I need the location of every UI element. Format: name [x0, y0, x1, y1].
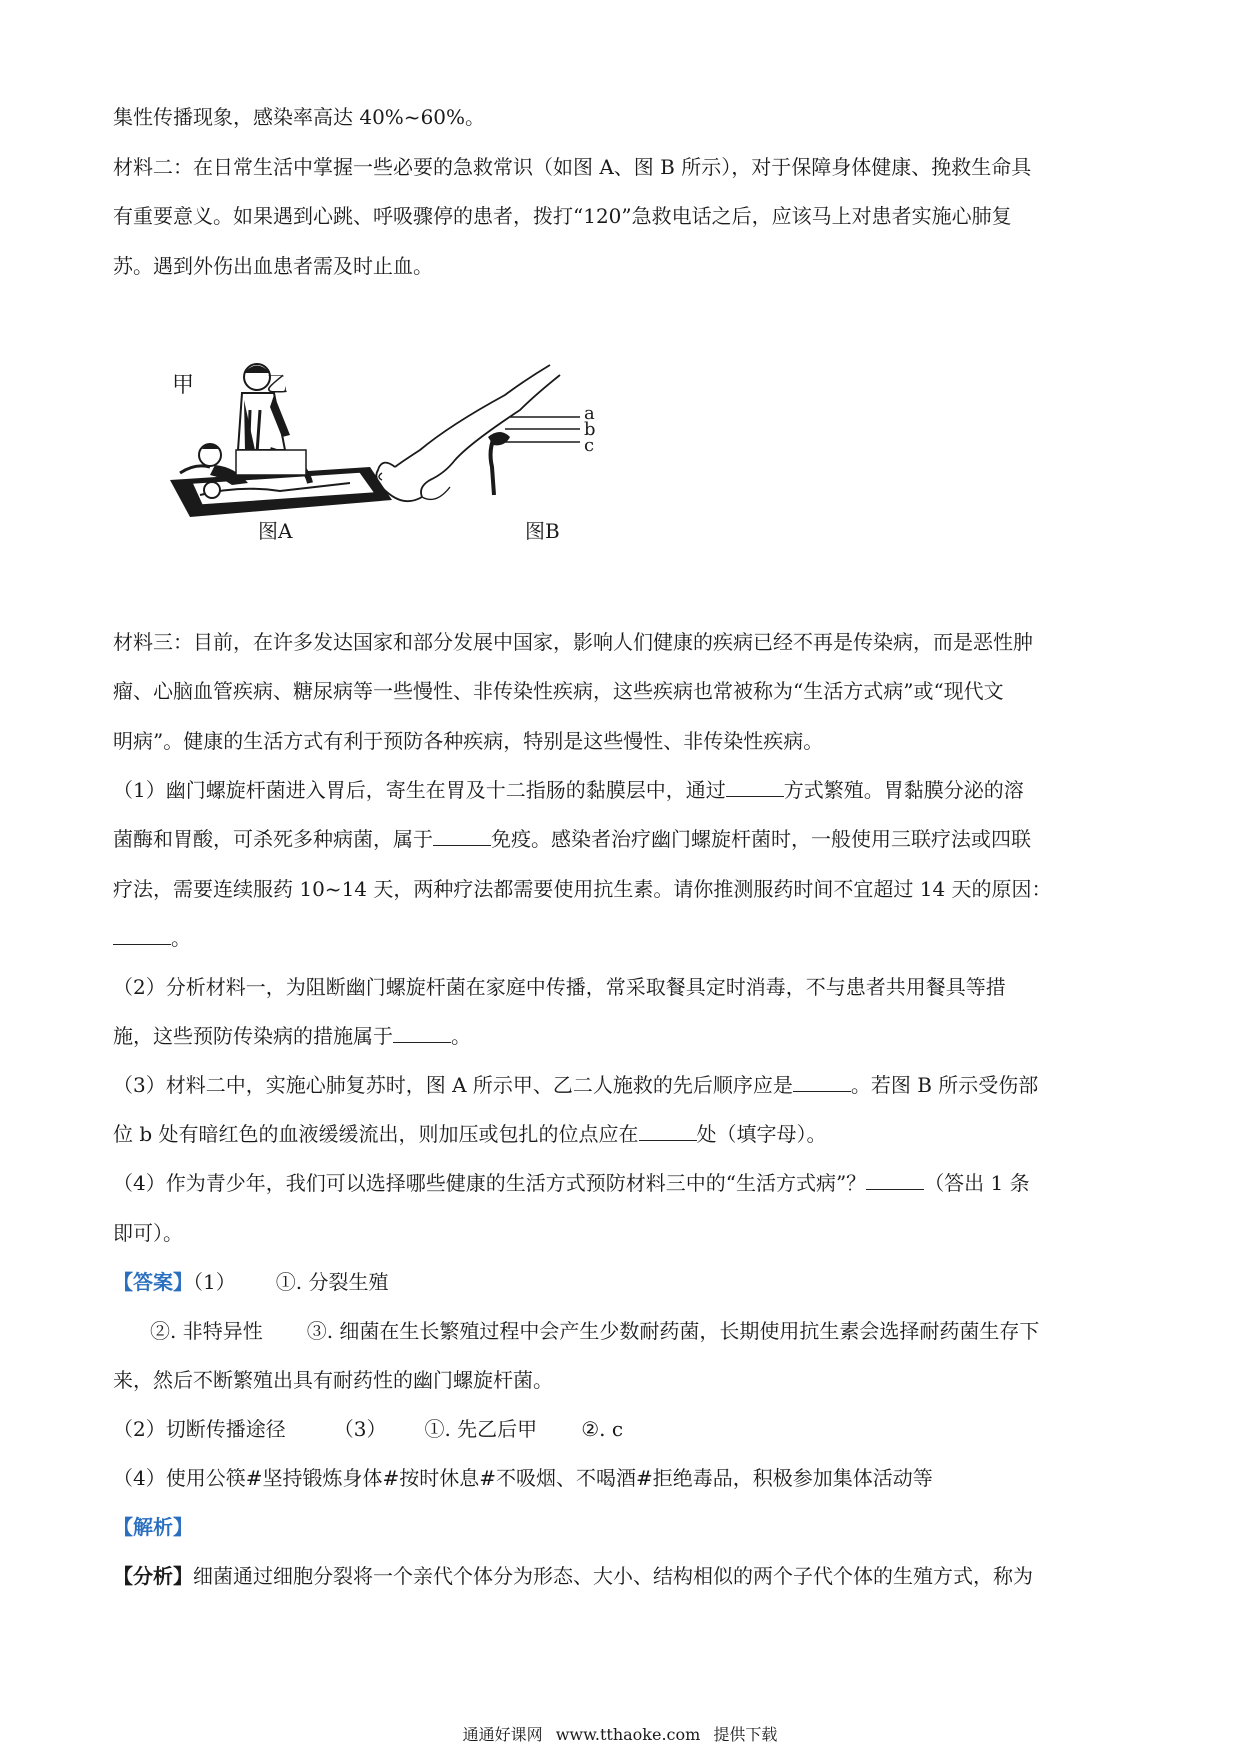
answer-line-4: [113, 1417, 623, 1441]
answer-blank[interactable]: [726, 778, 784, 797]
question-text: 位 b 处有暗红色的血液缓缓流出，则加压或包扎的位点应在: [113, 1122, 639, 1146]
answer-tag: 【答案】: [113, 1270, 193, 1294]
first-aid-figure: [160, 355, 700, 555]
answer-blank[interactable]: [393, 1024, 451, 1043]
figure-a-label-jia: 甲: [172, 373, 195, 398]
material-two-line-1: 材料二：在日常生活中掌握一些必要的急救常识（如图 A、图 B 所示），对于保障身体健康、挽救生命具: [113, 155, 1032, 179]
figure-a-caption: 图A: [258, 519, 293, 543]
material-three-line-2: 瘤、心脑血管疾病、糖尿病等一些慢性、非传染性疾病，这些疾病也常被称为“生活方式病”或“现代文: [113, 679, 1004, 703]
question-1-line-3: 疗法，需要连续服药 10~14 天，两种疗法都需要使用抗生素。请你推测服药时间不宜超过 14 天的原因：: [113, 877, 1052, 901]
answer-blank[interactable]: [113, 926, 171, 945]
question-4-line-2: 即可）。: [113, 1221, 183, 1245]
answer-text: ③. 细菌在生长繁殖过程中会产生少数耐药菌，长期使用抗生素会选择耐药菌生存下: [306, 1319, 1040, 1343]
answer-line-5: （4）使用公筷#坚持锻炼身体#按时休息#不吸烟、不喝酒#拒绝毒品，积极参加集体活动等: [113, 1466, 933, 1490]
analysis-text: 细菌通过细胞分裂将一个亲代个体分为形态、大小、结构相似的两个子代个体的生殖方式，称为: [193, 1564, 1033, 1588]
answer-blank[interactable]: [433, 827, 491, 846]
answer-text: ②. c: [581, 1417, 624, 1441]
figure-a-label-yi: 乙: [266, 373, 289, 398]
footer-suffix: 提供下载: [713, 1725, 778, 1744]
answer-text: ①. 先乙后甲: [424, 1417, 538, 1441]
question-text: 方式繁殖。胃黏膜分泌的溶: [783, 778, 1024, 802]
question-text: 。: [451, 1024, 471, 1048]
footer-site-name: 通通好课网: [462, 1725, 543, 1744]
question-4-line-1: [113, 1171, 1030, 1195]
answer-label: （3）: [333, 1417, 387, 1441]
question-text: （答出 1 条: [924, 1171, 1030, 1195]
first-aid-illustration: [160, 355, 700, 555]
material-two-line-3: 苏。遇到外伤出血患者需及时止血。: [113, 254, 433, 278]
question-2-line-1: （2）分析材料一，为阻断幽门螺旋杆菌在家庭中传播，常采取餐具定时消毒，不与患者共用餐具等措: [113, 975, 1006, 999]
answer-line-2: [150, 1319, 1039, 1343]
figure-b-leg-wound: [376, 365, 580, 501]
footer-url[interactable]: www.tthaoke.com: [555, 1725, 701, 1744]
material-three-line-1: 材料三：目前，在许多发达国家和部分发展中国家，影响人们健康的疾病已经不再是传染病，而是恶性肿: [113, 630, 1033, 654]
question-text: 。若图 B 所示受伤部: [850, 1073, 1039, 1097]
answer-text: ②. 非特异性: [150, 1319, 263, 1343]
question-text: （3）材料二中，实施心肺复苏时，图 A 所示甲、乙二人施救的先后顺序应是: [113, 1073, 793, 1097]
analysis-label: 【解析】: [113, 1515, 193, 1539]
question-1-line-4: [113, 926, 191, 950]
question-2-line-2: [113, 1024, 471, 1048]
question-text: 菌酶和胃酸，可杀死多种病菌，属于: [113, 827, 433, 851]
material-two-line-2: 有重要意义。如果遇到心跳、呼吸骤停的患者，拨打“120”急救电话之后，应该马上对患者实施心肺复: [113, 204, 1012, 228]
analysis-subtag: 【分析】: [113, 1564, 193, 1588]
question-1-line-2: [113, 827, 1031, 851]
question-text: （1）幽门螺旋杆菌进入胃后，寄生在胃及十二指肠的黏膜层中，通过: [113, 778, 726, 802]
answer-blank[interactable]: [793, 1073, 851, 1092]
material-three-line-3: 明病”。健康的生活方式有利于预防各种疾病，特别是这些慢性、非传染性疾病。: [113, 729, 824, 753]
question-text: 施，这些预防传染病的措施属于: [113, 1024, 393, 1048]
question-3-line-1: [113, 1073, 1038, 1097]
figure-b-mark-c: c: [584, 435, 595, 456]
analysis-tag: [113, 1515, 193, 1539]
answer-label: （1）: [193, 1270, 236, 1294]
question-text: （4）作为青少年，我们可以选择哪些健康的生活方式预防材料三中的“生活方式病”？: [113, 1171, 867, 1195]
question-1-line-1: [113, 778, 1024, 802]
question-text: 处（填字母）。: [696, 1122, 827, 1146]
answer-text: ①. 分裂生殖: [275, 1270, 389, 1294]
page-footer: [0, 1722, 1240, 1745]
answer-blank[interactable]: [866, 1171, 924, 1190]
figure-b-mark-a: a: [584, 403, 595, 424]
figure-b-caption: 图B: [525, 519, 560, 543]
analysis-line-1: [113, 1564, 1033, 1588]
answer-blank[interactable]: [639, 1122, 697, 1141]
answer-text: （2）切断传播途径: [113, 1417, 286, 1441]
question-3-line-2: [113, 1122, 827, 1146]
text-line: 集性传播现象，感染率高达 40%~60%。: [113, 105, 486, 129]
answer-line-3: 来，然后不断繁殖出具有耐药性的幽门螺旋杆菌。: [113, 1368, 553, 1392]
question-text: 。: [171, 926, 191, 950]
answer-line-1: [113, 1270, 388, 1294]
figure-b-mark-b: b: [584, 419, 596, 440]
question-text: 免疫。感染者治疗幽门螺旋杆菌时，一般使用三联疗法或四联: [491, 827, 1031, 851]
